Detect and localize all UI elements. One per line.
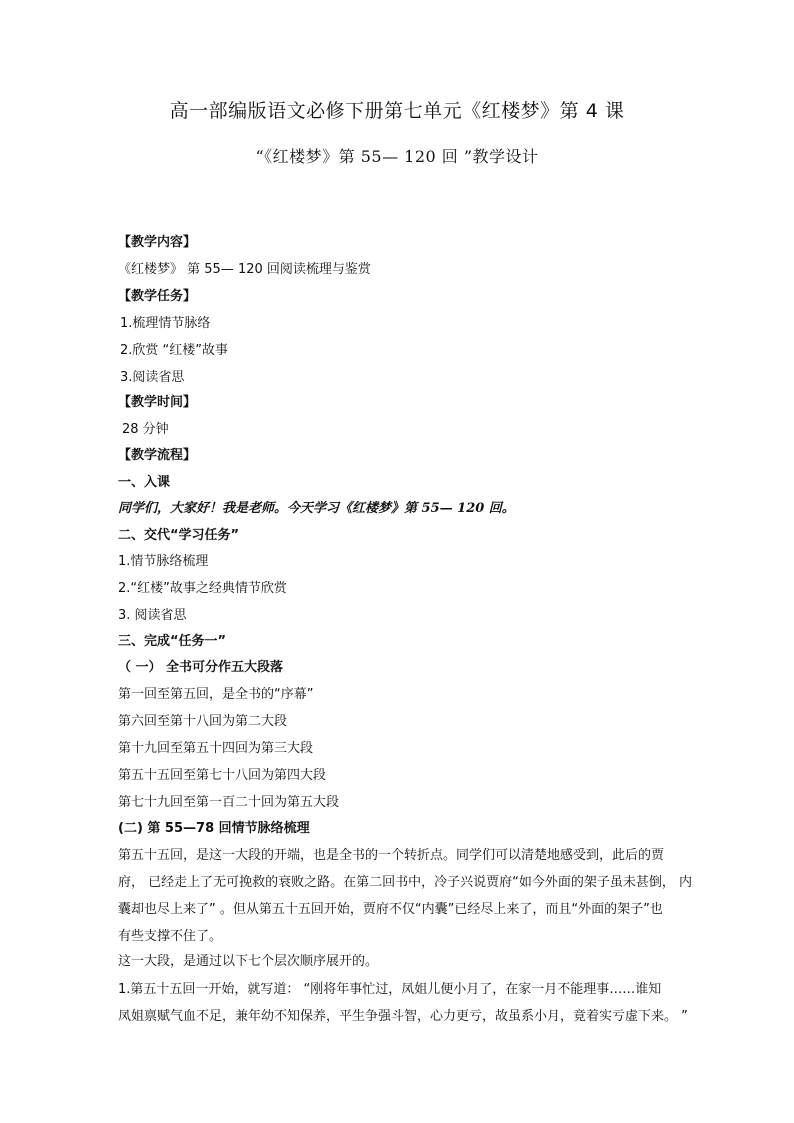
teaching-time-heading: 【教学时间】 — [118, 395, 197, 410]
paragraph-line: 1.第五十五回一开始，就写道： “刚将年事忙过，凤姐儿便小月了，在家一月不能理事……谁知 — [118, 982, 662, 997]
step-3-heading: 三、完成“任务一” — [118, 634, 227, 649]
paragraph-line: 第五十五回，是这一大段的开端，也是全书的一个转折点。同学们可以清楚地感受到，此后的贾 — [118, 848, 665, 863]
teaching-content-text: 《红楼梦》 第 55— 120 回阅读梳理与鉴赏 — [118, 262, 371, 277]
teaching-flow-heading: 【教学流程】 — [118, 448, 197, 463]
step-1-text: 同学们，大家好！我是老师。今天学习《红楼梦》第 55— 120 回。 — [118, 501, 515, 516]
paragraph-line: 囊却也尽上来了” 。但从第五十五回开始，贾府不仅“内囊”已经尽上来了，而且“外面的架子”也 — [118, 902, 663, 917]
sub-section-2-heading: (二) 第 55—78 回情节脉络梳理 — [118, 821, 310, 836]
document-subtitle: “《红楼梦》第 55— 120 回 ”教学设计 — [255, 147, 539, 166]
segment-item: 第十九回至第五十四回为第三大段 — [118, 741, 314, 756]
paragraph-line: 府， 已经走上了无可挽救的衰败之路。在第二回书中，冷子兴说贾府“如今外面的架子虽未甚倒， 内 — [118, 875, 693, 890]
paragraph-chapter-55 — [118, 976, 708, 1030]
paragraph-line: 凤姐禀赋气血不足，兼年幼不知保养，平生争强斗智，心力更亏，故虽系小月，竟着实亏虚下来。 ” — [118, 1009, 688, 1024]
segment-item: 第七十九回至第一百二十回为第五大段 — [118, 795, 340, 810]
task-item: 1.梳理情节脉络 — [120, 316, 211, 331]
teaching-task-heading: 【教学任务】 — [118, 289, 197, 304]
paragraph-line: 有些支撑不住了。 — [118, 929, 223, 944]
task-item: 2.欣赏 “红楼”故事 — [120, 343, 229, 358]
document-title: 高一部编版语文必修下册第七单元《红楼梦》第 4 课 — [169, 100, 625, 122]
task-item: 3.阅读省思 — [120, 370, 185, 385]
step-2-item: 1.情节脉络梳理 — [118, 554, 209, 569]
paragraph-turning-point — [118, 842, 708, 950]
segment-item: 第五十五回至第七十八回为第四大段 — [118, 768, 327, 783]
step-2-item: 2.“红楼”故事之经典情节欣赏 — [118, 581, 287, 596]
step-1-heading: 一、入课 — [118, 475, 171, 490]
teaching-time-text: 28 分钟 — [122, 422, 169, 437]
teaching-content-heading: 【教学内容】 — [118, 235, 197, 250]
step-2-heading: 二、交代“学习任务” — [118, 528, 240, 543]
segment-item: 第一回至第五回，是全书的“序幕” — [118, 687, 314, 702]
paragraph-seven-levels: 这一大段，是通过以下七个层次顺序展开的。 — [118, 954, 379, 969]
segment-item: 第六回至第十八回为第二大段 — [118, 714, 288, 729]
step-2-item: 3. 阅读省思 — [118, 608, 187, 623]
sub-section-1-heading: （ 一） 全书可分作五大段落 — [118, 660, 284, 675]
